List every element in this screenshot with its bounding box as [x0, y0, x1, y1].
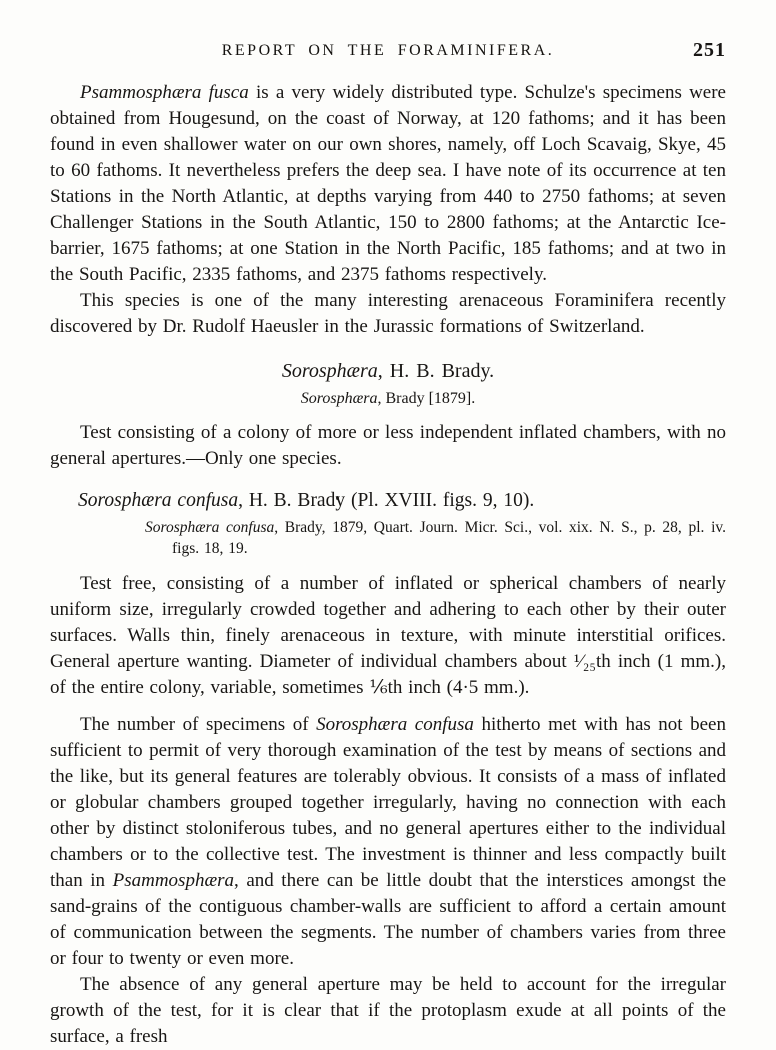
text-run: Test free, consisting of a number of inflated or spherical chambers of nearly uniform size, irregularly crowded together and adhering to each other by their outer surfaces. Walls thin, finely arenaceous in texture, with minute interstitial orifices. General aperture wanting. Diameter of individual chambers about ¹⁄₂₅th inch (1 mm.), of the entire colony, variable, sometimes ⅙th inch (4·5 mm.).: [50, 573, 726, 698]
paragraph-psammosphaera-distribution: [50, 80, 726, 288]
species-description: [50, 571, 726, 701]
italic-text-run: Psammosphæra: [112, 870, 235, 891]
italic-text-run: Sorosphæra confusa: [145, 519, 275, 536]
italic-text-run: Sorosphæra confusa: [316, 714, 474, 735]
text-run: The number of specimens of: [80, 714, 317, 735]
italic-text-run: Sorosphæra confusa: [78, 490, 239, 511]
page-number: 251: [693, 39, 726, 61]
italic-text-run: Psammosphæra fusca: [80, 82, 249, 103]
text-run: , H. B. Brady.: [377, 360, 495, 382]
text-run: , H. B. Brady (Pl. XVIII. figs. 9, 10).: [238, 490, 535, 511]
genus-heading: [50, 360, 726, 383]
text-run: Test consisting of a colony of more or less independent inflated chambers, with no general apertures.—Only one species.: [50, 422, 726, 469]
italic-text-run: Sorosphæra: [300, 390, 378, 407]
genus-synonym-line: [50, 390, 726, 408]
text-run: , Brady, 1879, Quart. Journ. Micr. Sci., vol. xix. N. S., p. 28, pl. iv. figs. 18, 19.: [172, 519, 726, 557]
text-run: , Brady [1879].: [377, 390, 476, 407]
species-citation: [50, 517, 726, 559]
text-run: This species is one of the many interesting arenaceous Foraminifera recently discovered by Dr. Rudolf Haeusler in the Jurassic formations of Switzerland.: [50, 290, 726, 337]
text-run: hitherto met with has not been sufficient to permit of very thorough examination of the test by means of sections and the like, but its general features are tolerably obvious. It consists of a mass of inflated or globular chambers grouped together irregularly, having no connection with each other by distinct stoloniferous tubes, and no general apertures either to the individual chambers or to the collective test. The investment is thinner and less compactly built than in: [50, 714, 726, 891]
running-title: REPORT ON THE FORAMINIFERA.: [221, 42, 555, 59]
paragraph-discussion: [50, 712, 726, 972]
page-header: [50, 39, 726, 68]
paragraph-closing: [50, 972, 726, 1050]
text-run: , and there can be little doubt that the interstices amongst the sand-grains of the contiguous chamber-walls are sufficient to afford a certain amount of communication between the segments. The number of chambers varies from three or four to twenty or even more.: [50, 870, 727, 969]
paragraph-psammosphaera-jurassic: [50, 288, 726, 340]
text-run: The absence of any general aperture may be held to account for the irregular growth of the test, for it is clear that if the protoplasm exude at all points of the surface, a fresh: [50, 974, 726, 1047]
text-run: is a very widely distributed type. Schulze's specimens were obtained from Hougesund, on the coast of Norway, at 120 fathoms; and it has been found in even shallower water on our own shores, namely, off Loch Scavaig, Skye, 45 to 60 fathoms. It nevertheless prefers the deep sea. I have note of its occurrence at ten Stations in the North Atlantic, at depths varying from 440 to 2750 fathoms; at seven Challenger Stations in the South Atlantic, 150 to 2800 fathoms; at the Antarctic Ice-barrier, 1675 fathoms; at one Station in the North Pacific, 185 fathoms; and at two in the South Pacific, 2335 fathoms, and 2375 fathoms respectively.: [50, 82, 726, 285]
species-heading: [50, 490, 726, 512]
italic-text-run: Sorosphæra: [281, 360, 378, 382]
text-block: [50, 80, 726, 1050]
genus-description: [50, 420, 726, 472]
